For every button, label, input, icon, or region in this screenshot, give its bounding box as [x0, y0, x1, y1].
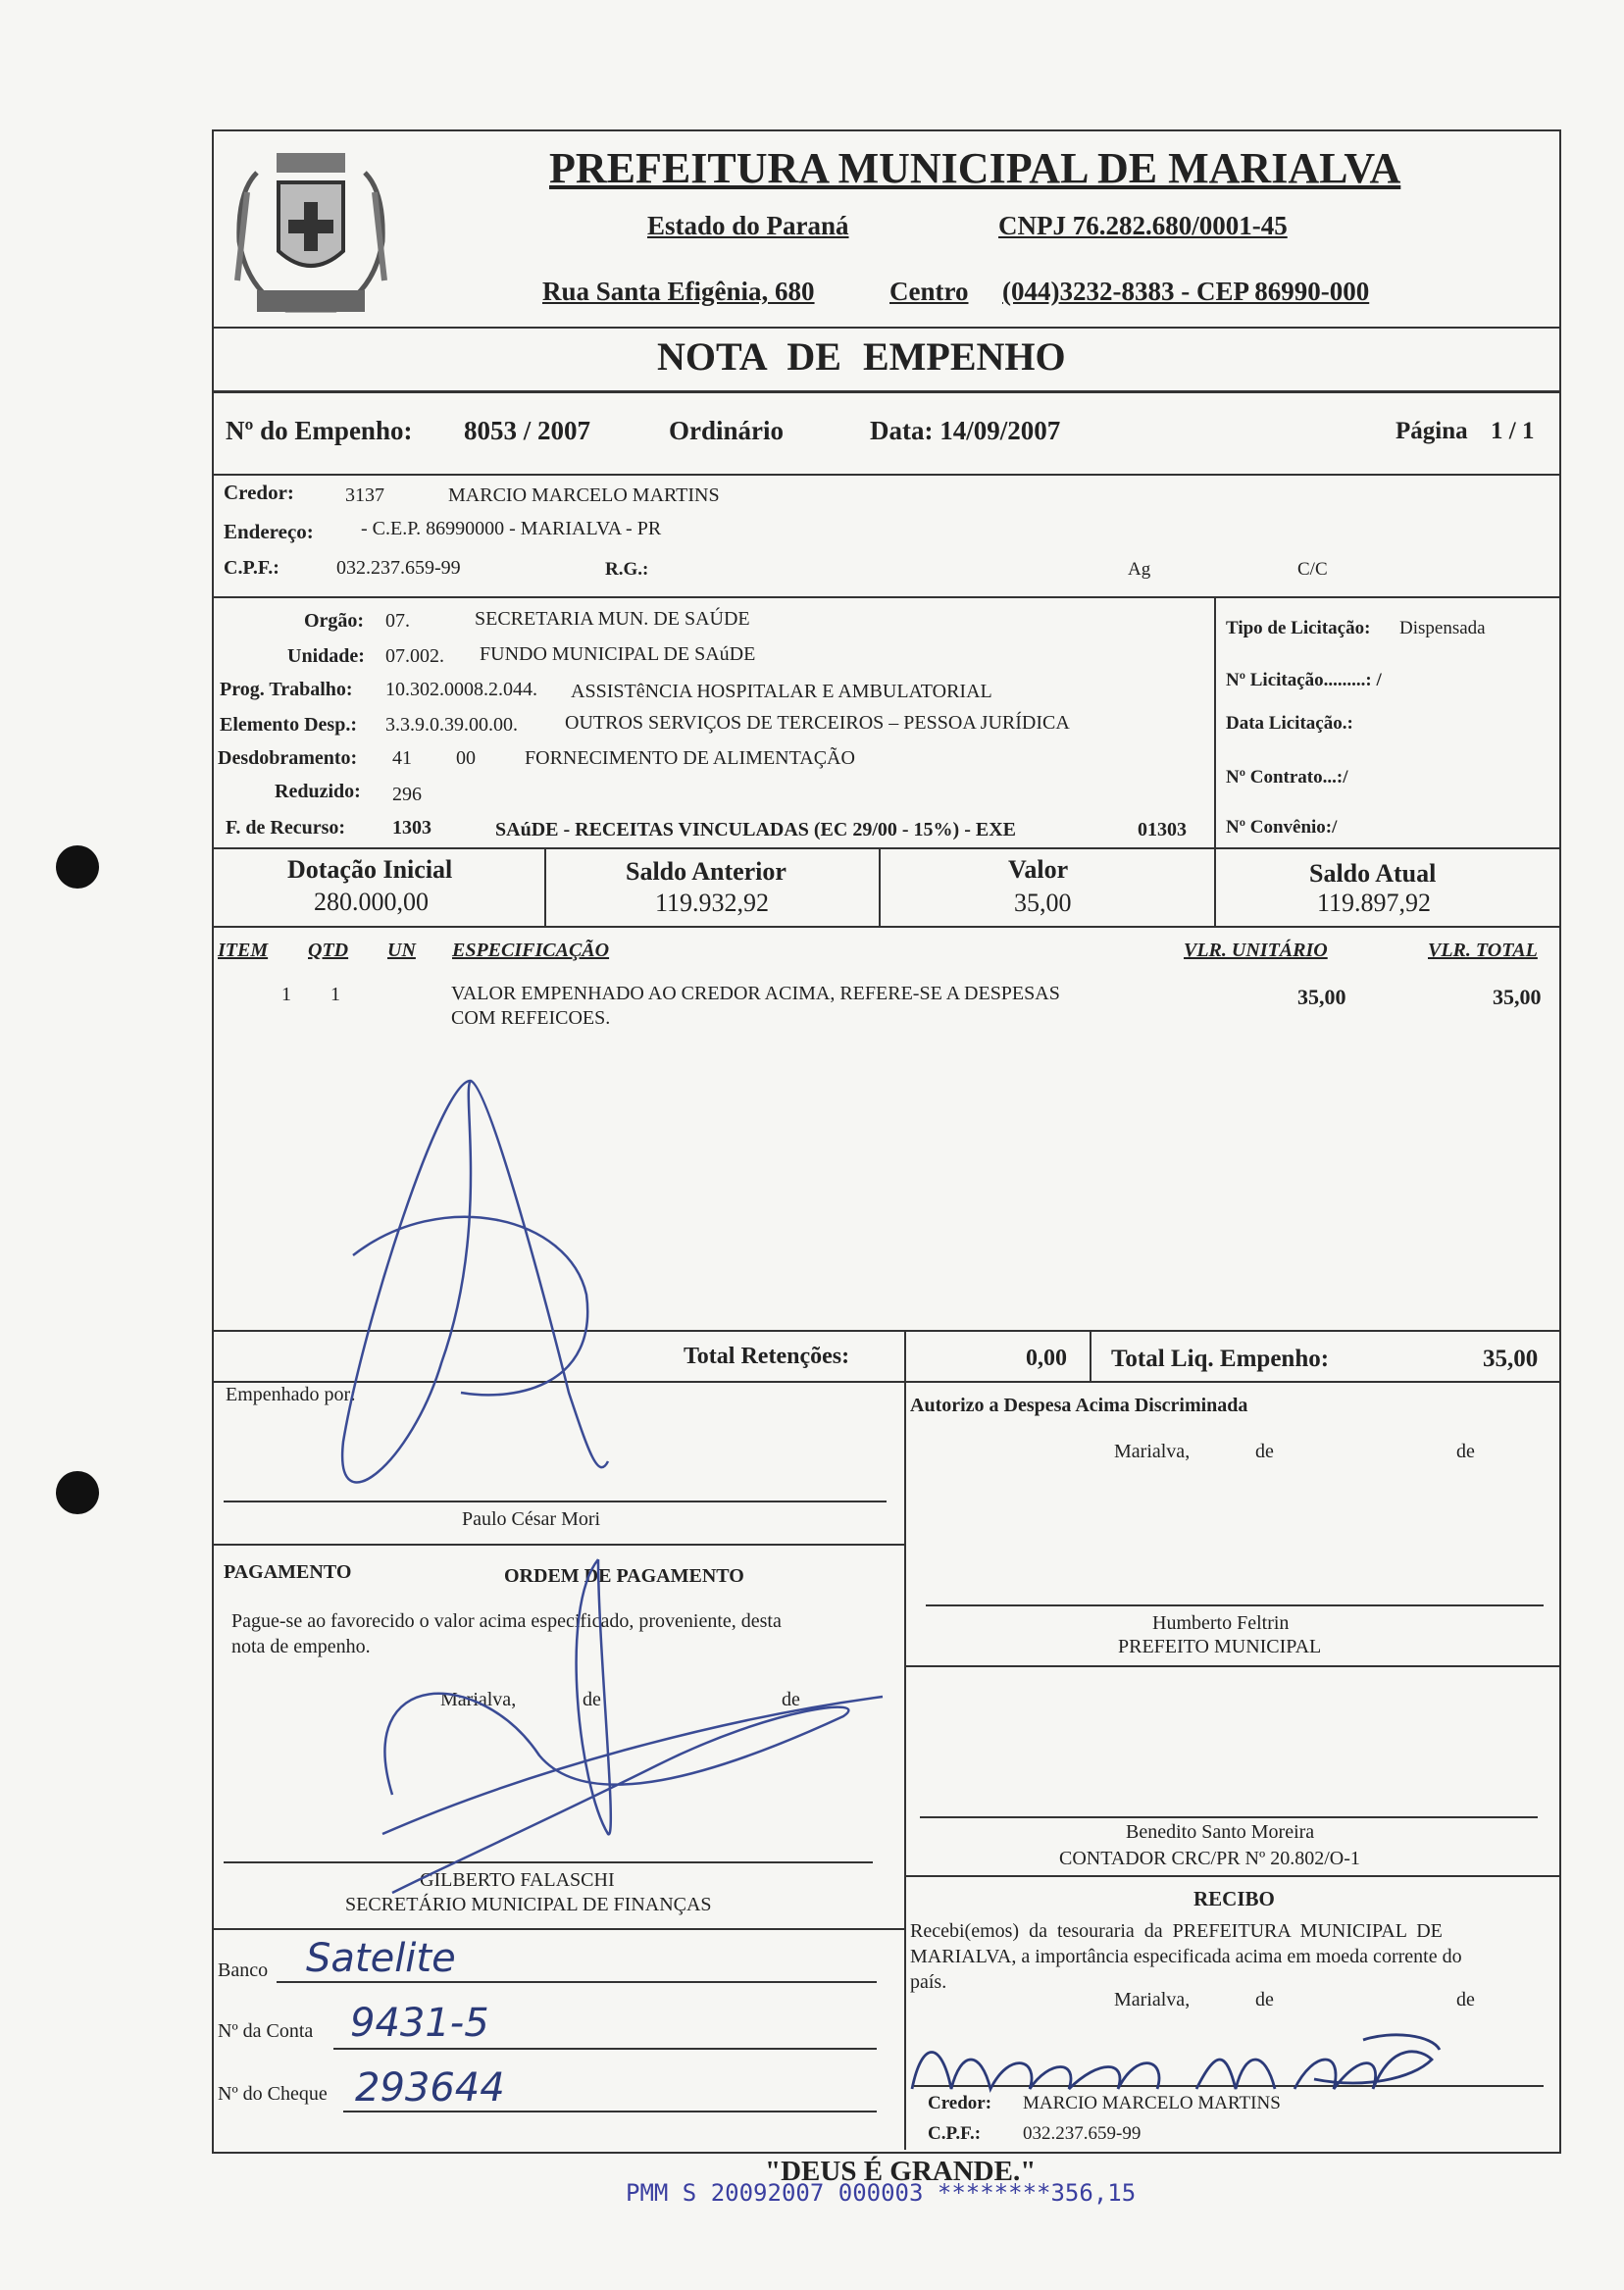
desdobramento-code2: 00 — [456, 747, 476, 769]
col-vlr-total: VLR. TOTAL — [1428, 940, 1538, 961]
prog-name: ASSISTêNCIA HOSPITALAR E AMBULATORIAL — [571, 681, 992, 702]
reduzido-value: 296 — [392, 784, 422, 805]
desdobramento-code: 41 — [392, 747, 412, 769]
orgao-code: 07. — [385, 610, 410, 632]
pagamento-de2: de — [782, 1689, 800, 1710]
empenho-number: 8053 / 2007 — [464, 416, 591, 445]
autorizo-label: Autorizo a Despesa Acima Discriminada — [910, 1395, 1248, 1416]
autorizo-place: Marialva, — [1114, 1441, 1191, 1462]
rg-label: R.G.: — [605, 559, 649, 580]
conta-value: 9431-5 — [350, 2001, 489, 2046]
credor-cpf: 032.237.659-99 — [336, 557, 461, 579]
row-total: 35,00 — [1493, 985, 1542, 1009]
pagamento-text-line1: Pague-se ao favorecido o valor acima especificado, proveniente, desta — [231, 1610, 782, 1632]
cheque-label: Nº do Cheque — [218, 2083, 328, 2105]
recibo-cpf-label: C.P.F.: — [928, 2123, 982, 2144]
orgao-label: Orgão: — [304, 610, 365, 632]
conta-label: Nº da Conta — [218, 2020, 314, 2042]
row-spec-line2: COM REFEICOES. — [451, 1007, 611, 1029]
secretario-name: GILBERTO FALASCHI — [420, 1869, 615, 1891]
header-state: Estado do Paraná — [647, 211, 849, 240]
empenho-date: Data: 14/09/2007 — [870, 416, 1061, 445]
header-cnpj: CNPJ 76.282.680/0001-45 — [998, 211, 1288, 240]
licitacao-date: Data Licitação.: — [1226, 713, 1353, 734]
secretario-role: SECRETÁRIO MUNICIPAL DE FINANÇAS — [345, 1894, 712, 1915]
prefeito-role: PREFEITO MUNICIPAL — [1118, 1636, 1322, 1657]
prog-code: 10.302.0008.2.044. — [385, 679, 537, 700]
col-un: UN — [387, 940, 416, 961]
row-spec-line1: VALOR EMPENHADO AO CREDOR ACIMA, REFERE-SE A DESPESAS — [451, 983, 1060, 1004]
saldo-anterior-label: Saldo Anterior — [626, 857, 787, 886]
credor-address: - C.E.P. 86990000 - MARIALVA - PR — [361, 518, 662, 539]
saldo-anterior-value: 119.932,92 — [655, 889, 770, 917]
elemento-label: Elemento Desp.: — [220, 714, 357, 736]
autorizo-de1: de — [1255, 1441, 1274, 1462]
signature-credor — [902, 2020, 1451, 2099]
valor-label: Valor — [1008, 855, 1069, 884]
total-retencoes-label: Total Retenções: — [684, 1344, 850, 1369]
total-liq-value: 35,00 — [1483, 1346, 1539, 1372]
prog-label: Prog. Trabalho: — [220, 679, 353, 700]
row-unit: 35,00 — [1297, 985, 1346, 1009]
header-title: PREFEITURA MUNICIPAL DE MARIALVA — [549, 144, 1401, 192]
col-item: ITEM — [218, 940, 269, 961]
tipo-licitacao-label: Tipo de Licitação: — [1226, 618, 1371, 638]
ag-label: Ag — [1128, 559, 1151, 580]
empenho-label: Nº do Empenho: — [226, 416, 413, 445]
cpf-label: C.P.F.: — [224, 557, 279, 579]
prefeito-name: Humberto Feltrin — [1152, 1612, 1290, 1634]
doc-title: NOTA DE EMPENHO — [657, 334, 1066, 379]
unidade-name: FUNDO MUNICIPAL DE SAúDE — [480, 643, 756, 665]
saldo-atual-value: 119.897,92 — [1317, 889, 1432, 917]
signature-finance — [363, 1550, 892, 1912]
total-liq-label: Total Liq. Empenho: — [1111, 1346, 1330, 1372]
tipo-licitacao-value: Dispensada — [1399, 618, 1486, 638]
pagamento-label: PAGAMENTO — [224, 1561, 352, 1583]
pagamento-de1: de — [583, 1689, 601, 1710]
header-district: Centro — [889, 277, 969, 306]
address-label: Endereço: — [224, 520, 314, 543]
recibo-credor-name: MARCIO MARCELO MARTINS — [1023, 2093, 1281, 2113]
footer-stamp: PMM S 20092007 000003 ********356,15 — [626, 2179, 1137, 2207]
banco-label: Banco — [218, 1959, 269, 1981]
empenhado-name: Paulo César Mori — [462, 1508, 601, 1530]
credor-code: 3137 — [345, 484, 384, 506]
recibo-place: Marialva, — [1114, 1989, 1191, 2010]
unidade-label: Unidade: — [287, 645, 365, 667]
elemento-name: OUTROS SERVIÇOS DE TERCEIROS – PESSOA JURÍDICA — [565, 712, 1070, 734]
row-item: 1 — [281, 984, 291, 1005]
recibo-cpf-value: 032.237.659-99 — [1023, 2123, 1142, 2144]
empenhado-label: Empenhado por: — [226, 1384, 356, 1405]
punch-hole-bottom — [56, 1471, 99, 1514]
recibo-text-line1: Recebi(emos) da tesouraria da PREFEITURA MUNICIPAL DE — [910, 1920, 1443, 1942]
fonte-code2: 01303 — [1138, 819, 1187, 840]
total-retencoes-value: 0,00 — [1026, 1346, 1067, 1371]
row-qtd: 1 — [330, 984, 340, 1005]
recibo-de2: de — [1456, 1989, 1475, 2010]
banco-value: Satelite — [306, 1936, 456, 1981]
punch-hole-top — [56, 845, 99, 889]
desdobramento-label: Desdobramento: — [218, 747, 358, 769]
unidade-code: 07.002. — [385, 645, 444, 667]
reduzido-label: Reduzido: — [275, 781, 361, 802]
orgao-name: SECRETARIA MUN. DE SAÚDE — [475, 608, 750, 630]
pagamento-text-line2: nota de empenho. — [231, 1636, 371, 1657]
credor-label: Credor: — [224, 481, 294, 504]
recibo-label: RECIBO — [1193, 1887, 1275, 1910]
contador-name: Benedito Santo Moreira — [1126, 1821, 1315, 1843]
header-address: Rua Santa Efigênia, 680 — [542, 277, 815, 306]
saldo-atual-label: Saldo Atual — [1309, 859, 1437, 888]
dotacao-label: Dotação Inicial — [287, 855, 453, 884]
convenio-number: Nº Convênio:/ — [1226, 817, 1338, 838]
signature-large-a — [324, 1069, 618, 1520]
contrato-number: Nº Contrato...:/ — [1226, 767, 1348, 788]
page-label: Página — [1396, 418, 1468, 444]
valor-value: 35,00 — [1014, 889, 1072, 917]
licitacao-number: Nº Licitação.........: / — [1226, 670, 1382, 690]
header-phone-cep: (044)3232-8383 - CEP 86990-000 — [1002, 277, 1370, 306]
empenho-type: Ordinário — [669, 416, 785, 445]
pagamento-place: Marialva, — [440, 1689, 517, 1710]
recibo-credor-label: Credor: — [928, 2093, 992, 2113]
elemento-code: 3.3.9.0.39.00.00. — [385, 714, 518, 736]
ordem-pagamento-label: ORDEM DE PAGAMENTO — [504, 1565, 744, 1587]
cheque-value: 293644 — [355, 2065, 505, 2111]
cc-label: C/C — [1297, 559, 1328, 580]
recibo-text-line3: país. — [910, 1971, 947, 1993]
col-qtd: QTD — [308, 940, 349, 961]
page-number: 1 / 1 — [1491, 418, 1535, 444]
col-especificacao: ESPECIFICAÇÃO — [452, 940, 610, 961]
credor-name: MARCIO MARCELO MARTINS — [448, 484, 720, 506]
fonte-label: F. de Recurso: — [226, 817, 346, 839]
contador-role: CONTADOR CRC/PR Nº 20.802/O-1 — [1059, 1848, 1360, 1869]
coat-of-arms-logo — [218, 133, 404, 326]
desdobramento-name: FORNECIMENTO DE ALIMENTAÇÃO — [525, 747, 855, 769]
fonte-code: 1303 — [392, 817, 431, 839]
footer-motto: "DEUS É GRANDE." — [765, 2156, 1037, 2187]
col-vlr-unitario: VLR. UNITÁRIO — [1184, 940, 1328, 961]
fonte-name: SAúDE - RECEITAS VINCULADAS (EC 29/00 - 15%) - EXE — [495, 819, 1016, 840]
recibo-de1: de — [1255, 1989, 1274, 2010]
autorizo-de2: de — [1456, 1441, 1475, 1462]
recibo-text-line2: MARIALVA, a importância especificada acima em moeda corrente do — [910, 1946, 1462, 1967]
dotacao-value: 280.000,00 — [314, 888, 429, 916]
